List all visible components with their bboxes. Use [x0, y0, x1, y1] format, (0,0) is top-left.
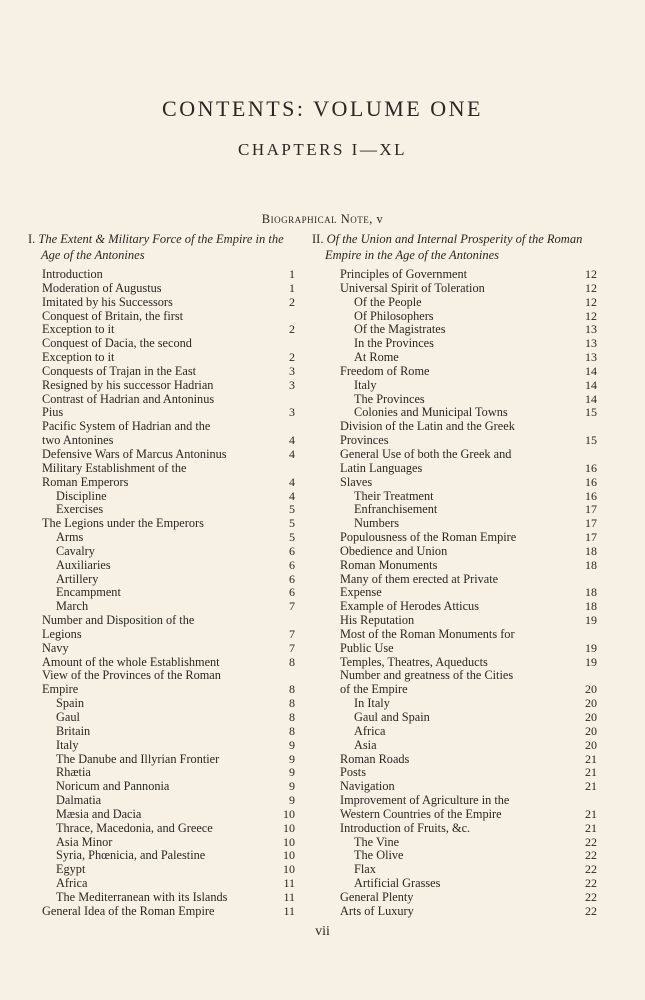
- toc-entry-text: Military Establishment of the: [42, 460, 187, 475]
- toc-entry-page: 12: [585, 294, 597, 309]
- toc-entry: [312, 780, 600, 794]
- toc-entry-text: Posts: [340, 765, 366, 780]
- toc-entry: [28, 337, 298, 351]
- toc-entry-text: Western Countries of the Empire: [340, 806, 502, 821]
- toc-entry: [312, 351, 600, 365]
- toc-entry-text: Flax: [354, 862, 376, 877]
- toc-entry-text: Improvement of Agriculture in the: [340, 793, 510, 808]
- toc-entry-text: Principles of Government: [340, 267, 468, 281]
- chapter-column-right: [312, 231, 600, 919]
- toc-entry-page: 1: [289, 280, 295, 295]
- toc-entry: [312, 517, 600, 531]
- toc-entry-text: Latin Languages: [340, 460, 423, 475]
- toc-entry-page: 15: [585, 405, 597, 420]
- toc-entry-page: 3: [289, 377, 295, 392]
- toc-entry: [312, 448, 600, 462]
- toc-entry-page: 20: [585, 723, 597, 738]
- toc-entry-page: 20: [585, 737, 597, 752]
- toc-entry-page: 16: [585, 474, 597, 489]
- toc-entry: [28, 462, 298, 476]
- toc-entry-text: Conquest of Britain, the first: [42, 308, 184, 323]
- toc-entry: [28, 849, 298, 863]
- toc-entry: [28, 282, 298, 296]
- toc-entry: [312, 863, 600, 877]
- toc-entry-page: 20: [585, 682, 597, 697]
- toc-entry-text: Egypt: [56, 862, 86, 877]
- toc-entry-text: The Olive: [354, 848, 404, 863]
- toc-entry-text: Dalmatia: [56, 793, 102, 808]
- toc-entry-text: Roman Monuments: [340, 557, 438, 572]
- toc-entry: [28, 420, 298, 434]
- toc-entry: [28, 669, 298, 683]
- toc-entry-text: Expense: [340, 585, 382, 600]
- toc-entry-text: Conquests of Trajan in the East: [42, 363, 197, 378]
- toc-entry-text: Legions: [42, 626, 82, 641]
- toc-entry-page: 9: [289, 779, 295, 794]
- toc-entry: [28, 656, 298, 670]
- toc-entry: [312, 559, 600, 573]
- toc-entry: [312, 462, 600, 476]
- toc-entry-text: The Vine: [354, 834, 400, 849]
- toc-entry-page: 8: [289, 654, 295, 669]
- toc-entry-text: Italy: [56, 737, 79, 752]
- toc-entry: [28, 586, 298, 600]
- toc-entry-page: 21: [585, 765, 597, 780]
- toc-entry-text: two Antonines: [42, 433, 114, 448]
- toc-entry-text: Britain: [56, 723, 91, 738]
- toc-entry-text: of the Empire: [340, 682, 408, 697]
- toc-entry-page: 17: [585, 502, 597, 517]
- toc-entry: [28, 794, 298, 808]
- chapter-entries: [312, 268, 600, 919]
- toc-entry: [28, 822, 298, 836]
- toc-entry-text: Exception to it: [42, 350, 115, 365]
- toc-entry-page: 17: [585, 530, 597, 545]
- toc-entry: [28, 711, 298, 725]
- toc-entry-page: 9: [289, 765, 295, 780]
- toc-entry: [312, 849, 600, 863]
- toc-entry-page: 6: [289, 571, 295, 586]
- toc-entry: [28, 351, 298, 365]
- toc-entry: [28, 905, 298, 919]
- toc-entry-text: Mæsia and Dacia: [56, 806, 142, 821]
- toc-entry: [312, 310, 600, 324]
- toc-entry: [312, 739, 600, 753]
- chapter-number: II.: [312, 232, 324, 246]
- toc-entry-page: 4: [289, 446, 295, 461]
- toc-entry-page: 5: [289, 502, 295, 517]
- toc-entry-page: 22: [585, 903, 597, 918]
- toc-entry-page: 22: [585, 848, 597, 863]
- toc-entry-page: 10: [283, 848, 295, 863]
- toc-entry: [312, 379, 600, 393]
- toc-entry-page: 13: [585, 336, 597, 351]
- toc-entry-page: 19: [585, 640, 597, 655]
- toc-entry-page: 12: [585, 280, 597, 295]
- chapter-number: I.: [28, 232, 36, 246]
- toc-entry-page: 12: [585, 267, 597, 281]
- toc-entry: [312, 282, 600, 296]
- toc-entry-text: Provinces: [340, 433, 389, 448]
- toc-entry-text: Navigation: [340, 779, 395, 794]
- toc-entry-page: 7: [289, 626, 295, 641]
- toc-entry-page: 10: [283, 820, 295, 835]
- toc-entry: [312, 406, 600, 420]
- toc-entry-text: Temples, Theatres, Aqueducts: [340, 654, 488, 669]
- toc-entry-text: The Provinces: [354, 391, 425, 406]
- toc-entry: [312, 434, 600, 448]
- toc-entry-text: Colonies and Municipal Towns: [354, 405, 508, 420]
- toc-entry: [312, 323, 600, 337]
- toc-entry-text: View of the Provinces of the Roman: [42, 668, 221, 683]
- toc-entry: [312, 683, 600, 697]
- toc-entry-text: Thrace, Macedonia, and Greece: [56, 820, 213, 835]
- toc-entry-text: Public Use: [340, 640, 394, 655]
- toc-entry-page: 14: [585, 363, 597, 378]
- toc-entry: [28, 476, 298, 490]
- toc-entry-page: 18: [585, 557, 597, 572]
- toc-entry: [312, 891, 600, 905]
- toc-entry: [312, 296, 600, 310]
- toc-entry-page: 18: [585, 543, 597, 558]
- toc-entry-page: 3: [289, 405, 295, 420]
- toc-entry-text: Empire: [42, 682, 79, 697]
- chapter-heading: [28, 231, 298, 265]
- chapter-heading: [312, 231, 600, 265]
- toc-entry: [28, 531, 298, 545]
- toc-entry-text: Division of the Latin and the Greek: [340, 419, 515, 434]
- toc-entry-page: 17: [585, 516, 597, 531]
- toc-entry: [28, 642, 298, 656]
- toc-entry: [28, 365, 298, 379]
- toc-entry-text: Universal Spirit of Toleration: [340, 280, 485, 295]
- toc-entry-text: Enfranchisement: [354, 502, 438, 517]
- toc-entry: [312, 836, 600, 850]
- toc-entry-text: Moderation of Augustus: [42, 280, 162, 295]
- toc-entry: [312, 337, 600, 351]
- toc-entry: [312, 476, 600, 490]
- toc-entry-page: 21: [585, 806, 597, 821]
- toc-entry-page: 11: [283, 889, 295, 904]
- toc-entry: [312, 669, 600, 683]
- toc-entry-text: Italy: [354, 377, 377, 392]
- toc-entry-page: 2: [289, 294, 295, 309]
- toc-entry: [312, 365, 600, 379]
- toc-entry-page: 19: [585, 654, 597, 669]
- toc-entry-text: Defensive Wars of Marcus Antoninus: [42, 446, 227, 461]
- toc-entry-text: Contrast of Hadrian and Antoninus: [42, 391, 215, 406]
- toc-entry: [28, 753, 298, 767]
- toc-entry-page: 12: [585, 308, 597, 323]
- toc-entry: [312, 656, 600, 670]
- page-subtitle: CHAPTERS I—XL: [238, 140, 407, 159]
- toc-entry: [312, 586, 600, 600]
- toc-entry: [312, 268, 600, 282]
- toc-entry: [28, 268, 298, 282]
- toc-entry: [28, 600, 298, 614]
- toc-entry-text: Most of the Roman Monuments for: [340, 626, 515, 641]
- toc-entry: [312, 753, 600, 767]
- toc-entry-page: 4: [289, 433, 295, 448]
- toc-entry: [312, 697, 600, 711]
- toc-entry-page: 7: [289, 599, 295, 614]
- toc-entry-page: 10: [283, 862, 295, 877]
- toc-entry-text: Arts of Luxury: [340, 903, 414, 918]
- toc-entry: [312, 822, 600, 836]
- toc-entry-text: The Legions under the Emperors: [42, 516, 204, 531]
- toc-entry-page: 10: [283, 806, 295, 821]
- toc-entry-text: Of Philosophers: [354, 308, 434, 323]
- toc-entry-text: Cavalry: [56, 543, 95, 558]
- toc-entry: [28, 863, 298, 877]
- toc-entry-text: Gaul and Spain: [354, 710, 430, 724]
- toc-entry: [312, 573, 600, 587]
- toc-entry: [28, 434, 298, 448]
- toc-entry: [28, 877, 298, 891]
- toc-entry: [28, 379, 298, 393]
- toc-entry-page: 21: [585, 820, 597, 835]
- toc-entry-text: Exception to it: [42, 322, 115, 337]
- toc-entry-text: Navy: [42, 640, 69, 655]
- toc-entry: [312, 877, 600, 891]
- toc-entry-page: 8: [289, 723, 295, 738]
- toc-entry-page: 7: [289, 640, 295, 655]
- toc-entry: [28, 836, 298, 850]
- toc-entry: [28, 573, 298, 587]
- toc-entry-page: 9: [289, 737, 295, 752]
- toc-entry-text: Encampment: [56, 585, 121, 600]
- toc-entry: [312, 725, 600, 739]
- toc-entry-page: 20: [585, 710, 597, 724]
- toc-entry-text: Introduction of Fruits, &c.: [340, 820, 471, 835]
- toc-entry-text: Amount of the whole Establishment: [42, 654, 220, 669]
- toc-entry-text: The Danube and Illyrian Frontier: [56, 751, 220, 766]
- biographical-note-entry: [0, 212, 645, 227]
- toc-entry-text: Of the People: [354, 294, 422, 309]
- toc-entry-text: Roman Roads: [340, 751, 410, 766]
- toc-entry-text: Example of Herodes Atticus: [340, 599, 479, 614]
- toc-entry-text: Auxiliaries: [56, 557, 111, 572]
- toc-entry: [312, 490, 600, 504]
- toc-entry-text: Noricum and Pannonia: [56, 779, 170, 794]
- toc-entry-page: 3: [289, 363, 295, 378]
- page-number: vii: [315, 924, 330, 939]
- toc-entry: [312, 808, 600, 822]
- toc-entry-page: 11: [283, 876, 295, 891]
- chapter-title: The Extent & Military Force of the Empire in the Age of the Antonines: [38, 232, 284, 262]
- toc-entry: [28, 697, 298, 711]
- toc-entry-text: Slaves: [340, 474, 373, 489]
- toc-entry-text: Freedom of Rome: [340, 363, 430, 378]
- toc-entry-text: Pacific System of Hadrian and the: [42, 419, 211, 434]
- toc-entry-page: 15: [585, 433, 597, 448]
- toc-entry: [28, 559, 298, 573]
- toc-entry: [312, 600, 600, 614]
- toc-entry: [28, 545, 298, 559]
- toc-entry: [312, 766, 600, 780]
- toc-entry-page: 6: [289, 557, 295, 572]
- toc-entry: [28, 808, 298, 822]
- chapter-entries: [28, 268, 298, 919]
- toc-entry: [312, 642, 600, 656]
- toc-entry: [312, 905, 600, 919]
- toc-entry-page: 21: [585, 779, 597, 794]
- toc-entry-text: Africa: [56, 876, 88, 891]
- toc-entry-text: Pius: [42, 405, 64, 420]
- toc-entry: [312, 531, 600, 545]
- toc-entry-text: Conquest of Dacia, the second: [42, 336, 192, 351]
- toc-entry: [28, 891, 298, 905]
- toc-entry-text: Numbers: [354, 516, 400, 531]
- chapter-column-left: [28, 231, 298, 919]
- toc-entry-page: 22: [585, 862, 597, 877]
- toc-entry-page: 8: [289, 710, 295, 724]
- toc-entry-text: Gaul: [56, 710, 80, 724]
- toc-entry-page: 2: [289, 322, 295, 337]
- toc-entry-text: Resigned by his successor Hadrian: [42, 377, 214, 392]
- toc-entry-text: General Use of both the Greek and: [340, 446, 512, 461]
- toc-entry-text: Africa: [354, 723, 386, 738]
- toc-entry: [28, 490, 298, 504]
- toc-entry-text: Populousness of the Roman Empire: [340, 530, 517, 545]
- toc-entry: [28, 683, 298, 697]
- biographical-note-label: Biographical Note: [261, 212, 370, 226]
- toc-entry-text: Artificial Grasses: [354, 876, 441, 891]
- toc-entry-page: 6: [289, 543, 295, 558]
- toc-entry-text: Many of them erected at Private: [340, 571, 499, 586]
- toc-entry: [28, 323, 298, 337]
- toc-entry: [28, 310, 298, 324]
- toc-entry-text: At Rome: [354, 350, 399, 365]
- biographical-note-page: , v: [369, 212, 384, 226]
- toc-entry-text: General Idea of the Roman Empire: [42, 903, 215, 918]
- toc-entry: [28, 393, 298, 407]
- toc-entry-text: Asia Minor: [56, 834, 113, 849]
- toc-entry-page: 9: [289, 751, 295, 766]
- toc-entry: [28, 517, 298, 531]
- toc-entry-page: 4: [289, 474, 295, 489]
- toc-entry-page: 10: [283, 834, 295, 849]
- toc-entry-page: 19: [585, 613, 597, 628]
- toc-entry-page: 22: [585, 889, 597, 904]
- toc-entry-text: In Italy: [354, 696, 390, 711]
- toc-entry-page: 16: [585, 488, 597, 503]
- toc-entry: [312, 393, 600, 407]
- toc-entry-text: General Plenty: [340, 889, 414, 904]
- toc-entry: [28, 739, 298, 753]
- toc-entry-page: 16: [585, 460, 597, 475]
- toc-entry-page: 18: [585, 599, 597, 614]
- toc-entry-text: Of the Magistrates: [354, 322, 446, 337]
- toc-entry-page: 22: [585, 834, 597, 849]
- toc-entry: [28, 406, 298, 420]
- toc-entry-text: Imitated by his Successors: [42, 294, 173, 309]
- toc-entry-text: Syria, Phœnicia, and Palestine: [56, 848, 206, 863]
- toc-entry-page: 22: [585, 876, 597, 891]
- toc-entry: [28, 614, 298, 628]
- toc-entry-text: Spain: [56, 696, 85, 711]
- toc-entry: [312, 545, 600, 559]
- toc-entry-page: 14: [585, 391, 597, 406]
- chapter-title: Of the Union and Internal Prosperity of the Roman Empire in the Age of the Antonines: [325, 232, 583, 262]
- toc-entry: [312, 711, 600, 725]
- toc-entry-page: 4: [289, 488, 295, 503]
- page-title: CONTENTS: VOLUME ONE: [162, 96, 483, 121]
- toc-entry: [28, 766, 298, 780]
- toc-entry-page: 11: [283, 903, 295, 918]
- toc-entry-page: 14: [585, 377, 597, 392]
- toc-entry-text: The Mediterranean with its Islands: [56, 889, 228, 904]
- toc-entry-text: Artillery: [56, 571, 99, 586]
- toc-entry-page: 9: [289, 793, 295, 808]
- toc-entry-page: 8: [289, 696, 295, 711]
- toc-entry-text: Number and Disposition of the: [42, 613, 195, 628]
- toc-entry-page: 5: [289, 530, 295, 545]
- toc-entry-text: His Reputation: [340, 613, 415, 628]
- toc-entry-text: In the Provinces: [354, 336, 434, 351]
- toc-entry: [28, 296, 298, 310]
- toc-entry-page: 13: [585, 350, 597, 365]
- toc-entry-text: Number and greatness of the Cities: [340, 668, 514, 683]
- toc-entry-page: 8: [289, 682, 295, 697]
- toc-entry-page: 18: [585, 585, 597, 600]
- toc-entry-text: Exercises: [56, 502, 104, 517]
- toc-entry: [28, 448, 298, 462]
- toc-entry-text: Asia: [354, 737, 377, 752]
- toc-entry-page: 6: [289, 585, 295, 600]
- toc-entry-page: 1: [289, 267, 295, 281]
- toc-entry-page: 20: [585, 696, 597, 711]
- toc-entry-page: 21: [585, 751, 597, 766]
- toc-entry: [312, 794, 600, 808]
- toc-entry-page: 2: [289, 350, 295, 365]
- toc-entry: [312, 614, 600, 628]
- toc-entry-text: March: [56, 599, 89, 614]
- toc-entry-text: Discipline: [56, 488, 107, 503]
- toc-entry-text: Obedience and Union: [340, 543, 448, 558]
- toc-entry: [28, 503, 298, 517]
- toc-entry: [312, 420, 600, 434]
- toc-entry: [28, 725, 298, 739]
- toc-entry-text: Arms: [56, 530, 84, 545]
- toc-entry: [28, 628, 298, 642]
- toc-entry: [312, 628, 600, 642]
- toc-entry-text: Rhætia: [56, 765, 91, 780]
- toc-entry: [28, 780, 298, 794]
- toc-entry-text: Their Treatment: [354, 488, 434, 503]
- toc-entry: [312, 503, 600, 517]
- toc-entry-page: 5: [289, 516, 295, 531]
- toc-entry-text: Introduction: [42, 267, 103, 281]
- toc-entry-page: 13: [585, 322, 597, 337]
- toc-entry-text: Roman Emperors: [42, 474, 129, 489]
